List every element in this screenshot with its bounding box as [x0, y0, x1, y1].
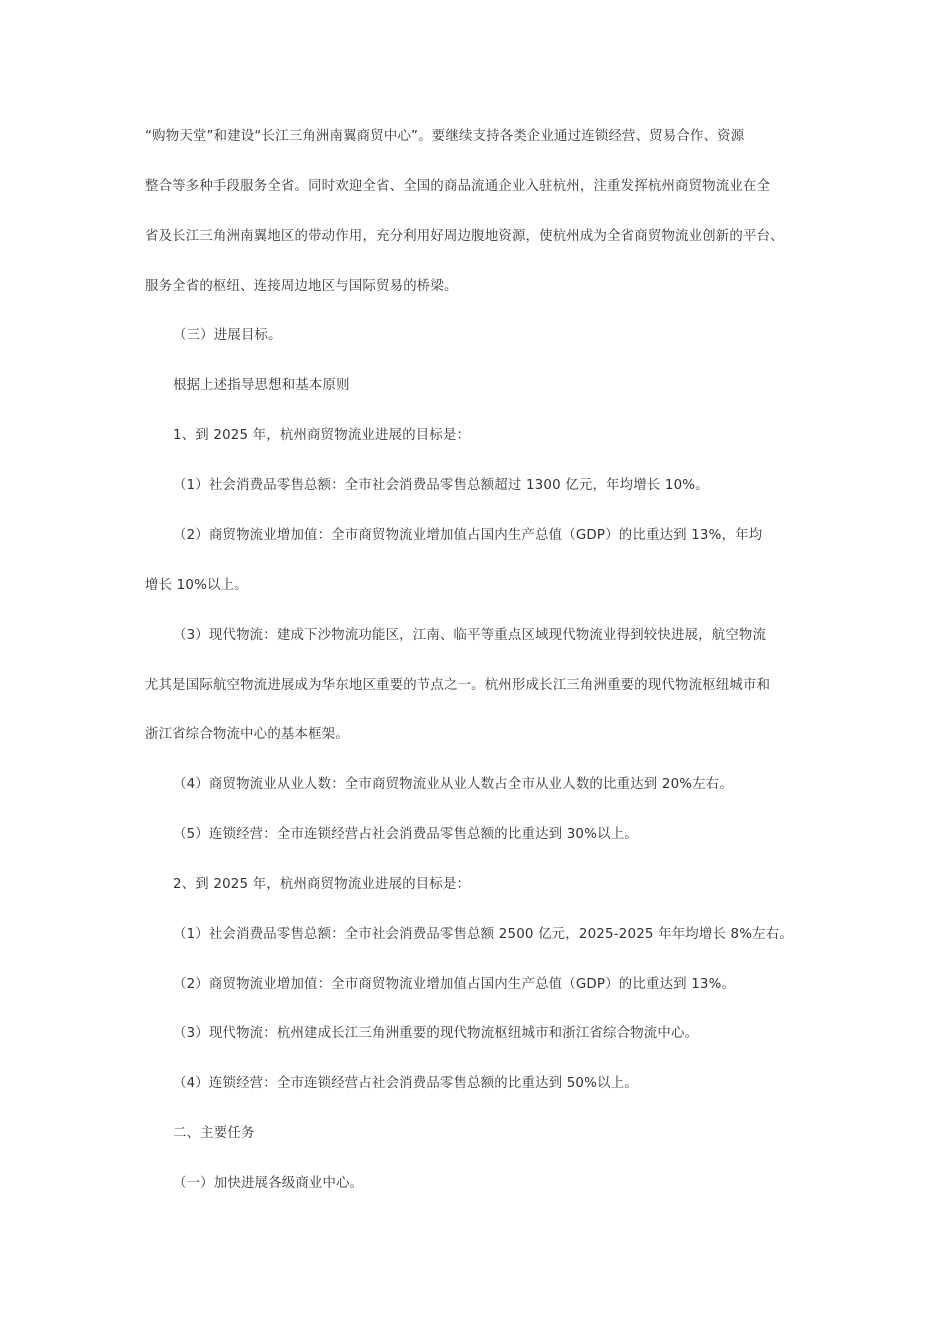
list-item-continuation: 浙江省综合物流中心的基本框架。	[145, 727, 349, 742]
list-item: （3）现代物流：建成下沙物流功能区，江南、临平等重点区域现代物流业得到较快进展，航空物流	[173, 628, 767, 643]
paragraph-line: 服务全省的枢纽、连接周边地区与国际贸易的桥梁。	[145, 279, 458, 294]
section-heading: （三）进展目标。	[173, 328, 282, 343]
section-heading: （一）加快进展各级商业中心。	[173, 1176, 364, 1191]
list-item: （5）连锁经营：全市连锁经营占社会消费品零售总额的比重达到 30%以上。	[173, 827, 638, 842]
list-item: （2）商贸物流业增加值：全市商贸物流业增加值占国内生产总值（GDP）的比重达到 13%。	[173, 977, 736, 992]
list-item: （4）商贸物流业从业人数：全市商贸物流业从业人数占全市从业人数的比重达到 20%左右。	[173, 777, 733, 792]
list-heading: 1、到 2025 年，杭州商贸物流业进展的目标是：	[173, 428, 471, 443]
list-item: （3）现代物流：杭州建成长江三角洲重要的现代物流枢纽城市和浙江省综合物流中心。	[173, 1026, 699, 1041]
list-item: （1）社会消费品零售总额：全市社会消费品零售总额 2500 亿元，2025-2025 年年均增长 8%左右。	[173, 927, 793, 942]
list-item: （2）商贸物流业增加值：全市商贸物流业增加值占国内生产总值（GDP）的比重达到 13%，年均	[173, 528, 763, 543]
paragraph-line: 根据上述指导思想和基本原则	[173, 378, 350, 393]
list-item: （4）连锁经营：全市连锁经营占社会消费品零售总额的比重达到 50%以上。	[173, 1076, 638, 1091]
list-heading: 2、到 2025 年，杭州商贸物流业进展的目标是：	[173, 877, 471, 892]
list-item-continuation: 尤其是国际航空物流进展成为华东地区重要的节点之一。杭州形成长江三角洲重要的现代物流枢纽城市和	[145, 678, 771, 693]
paragraph-line: 省及长江三角洲南翼地区的带动作用，充分利用好周边腹地资源，使杭州成为全省商贸物流业创新的平台、	[145, 229, 784, 244]
paragraph-line: 整合等多种手段服务全省。同时欢迎全省、全国的商品流通企业入驻杭州，注重发挥杭州商贸物流业在全	[145, 179, 771, 194]
section-heading: 二、主要任务	[173, 1126, 255, 1141]
list-item-continuation: 增长 10%以上。	[145, 578, 248, 593]
paragraph-line: “购物天堂”和建设“长江三角洲南翼商贸中心”。要继续支持各类企业通过连锁经营、贸易合作、资源	[145, 129, 745, 144]
list-item: （1）社会消费品零售总额：全市社会消费品零售总额超过 1300 亿元，年均增长 10%。	[173, 478, 709, 493]
